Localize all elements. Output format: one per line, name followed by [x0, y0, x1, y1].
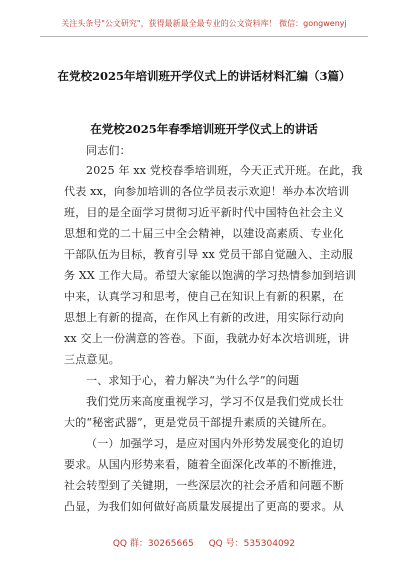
body-line: 社会转型到了关键期，一些深层次的社会矛盾和问题不断	[64, 479, 344, 492]
section-heading: 一、求知于心，着力解决“为什么学”的问题	[86, 374, 300, 387]
body-line: 代表 xx，向参加培训的各位学员表示欢迎！举办本次培训	[64, 185, 350, 198]
footer-qq-number: QQ 号：535304092	[208, 539, 296, 549]
speech-title: 在党校2025年春季培训班开学仪式上的讲话	[90, 122, 318, 136]
body-line: 我们党历来高度重视学习，学习不仅是我们党成长壮	[86, 395, 344, 408]
footer-contact	[0, 536, 408, 549]
body-line: 要求。从国内形势来看，随着全面深化改革的不断推进，	[64, 458, 344, 471]
salutation-line: 同志们：	[86, 144, 131, 157]
body-line: 中来，认真学习和思考，使自己在知识上有新的积累，在	[64, 290, 344, 303]
header-divider	[40, 36, 368, 37]
footer-qq-group: QQ 群：30265665	[112, 539, 194, 549]
body-line: 2025 年 xx 党校春季培训班，今天正式开班。在此，我	[86, 164, 363, 177]
body-line: 三点意见。	[64, 353, 120, 366]
body-line: 干部队伍为目标，教育引导 xx 党员干部自觉融入、主动服	[64, 248, 353, 261]
body-line: 大的“秘密武器”，更是党员干部提升素质的关键所在。	[64, 416, 334, 429]
subsection-line: （一）加强学习，是应对国内外形势发展变化的迫切	[86, 437, 344, 450]
body-line: 务 XX 工作大局。希望大家能以饱满的学习热情参加到培训	[64, 269, 357, 282]
body-line: 思想上有新的提高，在作风上有新的改进，用实际行动向	[64, 311, 344, 324]
header-banner: 关注头条号"公文研究"，获得最新最全最专业的公文资料库！ 微信：gongwenyj	[61, 19, 347, 28]
body-line: 凸显，为我们如何做好高质量发展提出了更高的要求。从	[64, 500, 344, 513]
body-line: xx 交上一份满意的答卷。下面，我就办好本次培训班，讲	[64, 332, 350, 345]
body-line: 思想和党的二十届三中全会精神，以建设高素质、专业化	[64, 227, 344, 240]
body-line: 班，目的是全面学习贯彻习近平新时代中国特色社会主义	[64, 206, 344, 219]
document-title: 在党校2025年培训班开学仪式上的讲话材料汇编（3篇）	[57, 69, 351, 83]
